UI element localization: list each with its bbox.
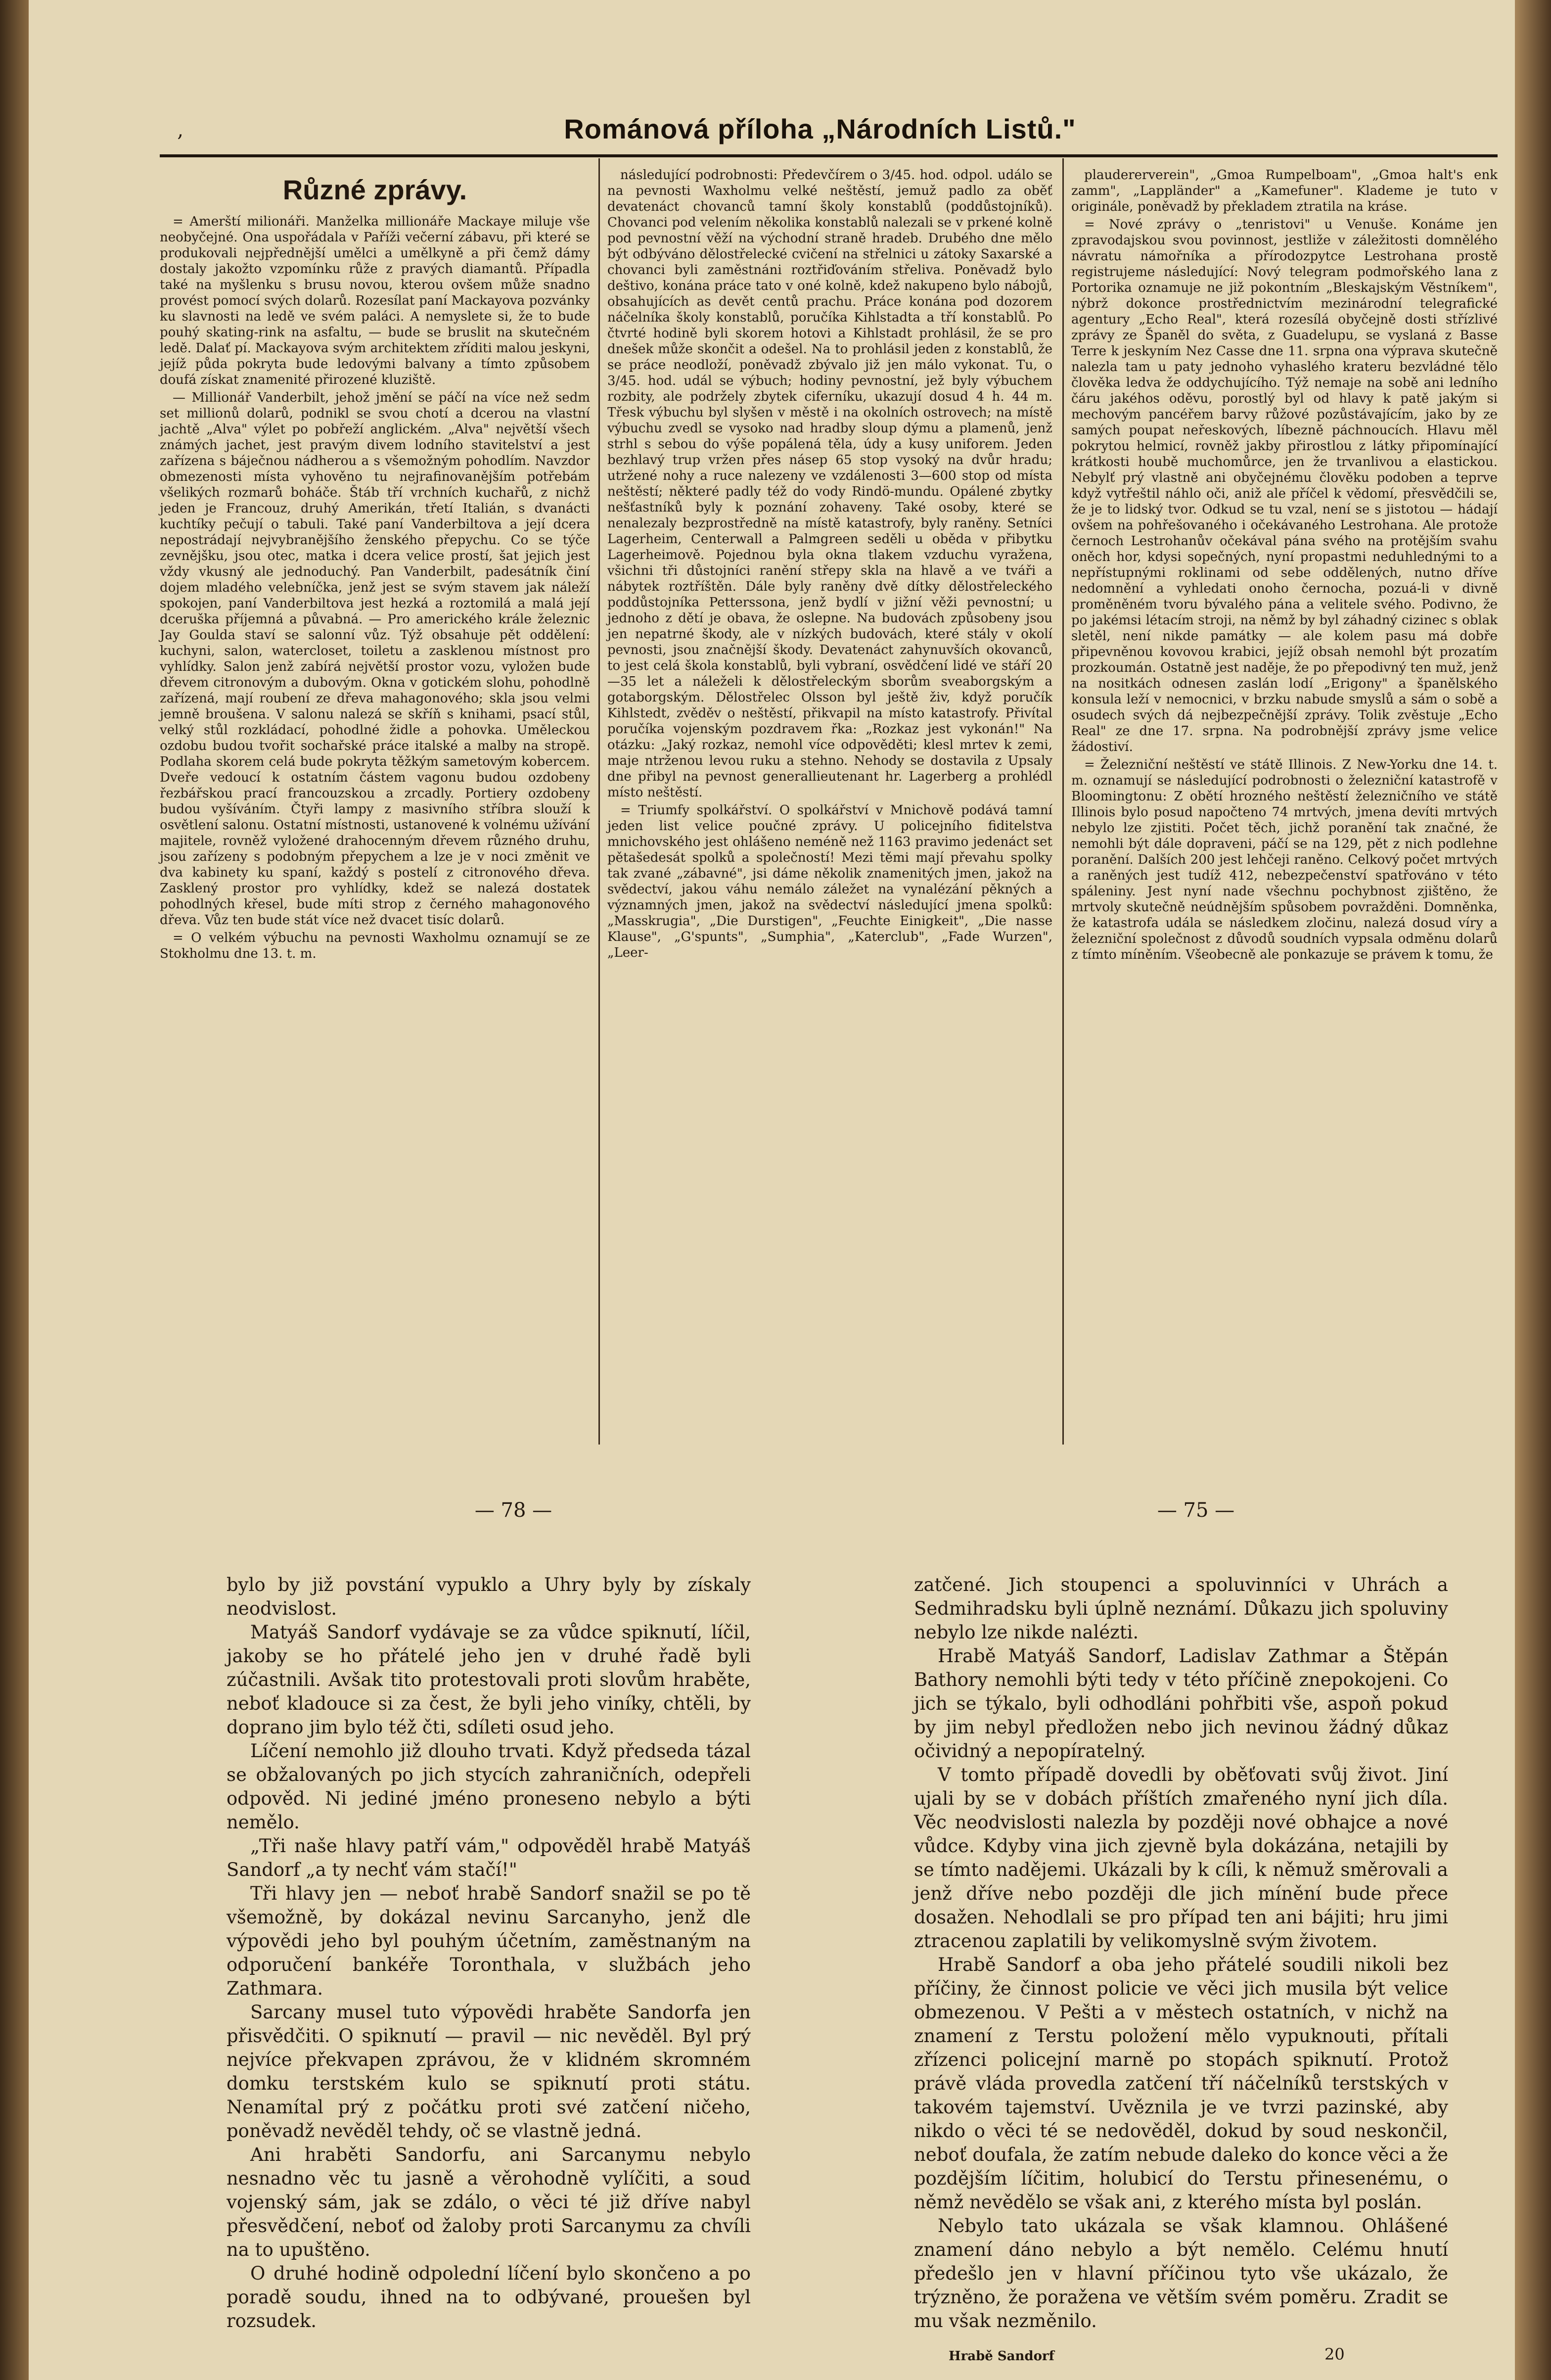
footer-title: Hrabě Sandorf — [949, 2349, 1054, 2364]
novel-paragraph: Ani hraběti Sandorfu, ani Sarcanymu nebylo nesnadno věc tu jasně a věrohodně vylíčiti, a soud vojenský sám, jak se zdálo, o věci té již dříve nabyl přesvědčení, neboť od žaloby proti Sarcanymu za chvíli na to upuštěno. — [227, 2144, 751, 2260]
novel-paragraph: Hrabě Sandorf a oba jeho přátelé soudili nikoli bez příčiny, že činnost policie ve věci jich musila být velice obmezenou. V Pešti a v městech ostatních, v nichž na znamení z Terstu položení mělo vypuknouti, přítali zřízenci policejní marně po stopách spiknutí. Protož právě vláda provedla zatčení tří náčelníků terstských v takovém tajemství. Uvěznila je ve tvrzi pazinské, aby nikdo o věci té se nedověděl, dokud by soud neskončil, neboť doufala, že zatím nebude daleko do konce věci a že pozdějším líčitim, holubicí do Terstu přinesenému, o němž nevědělo se však ani, z kterého místa byl poslán. — [914, 1954, 1448, 2213]
column-3 — [1071, 167, 1498, 1439]
novel-paragraph: Tři hlavy jen — neboť hrabě Sandorf snažil se po tě všemožně, by dokázal nevinu Sarcanyho, jenž dle výpovědi jeho byl pouhým účetním, zaměstnaným na odporučení bankéře Toronthala, v službách jeho Zathmara. — [227, 1883, 751, 1999]
column-divider — [1062, 158, 1064, 1445]
novel-paragraph: V tomto případě dovedli by oběťovati svůj život. Jiní ujali by se v dobách příštích zmařeného nyní jich díla. Věc neodvislosti nalezla by později nové obhajce a nové vůdce. Kdyby vina jich zjevně byla dokázána, netajili by se tímto nadějemi. Ukázali by k cíli, k němuž směrovali a jenž dříve nebo později dle jich mínění bude přece dosažen. Nehodlali se pro případ ten ani bájiti; hru jimi ztracenou zaplatili by velikomyslně svým životem. — [914, 1764, 1448, 1952]
novel-paragraph: zatčené. Jich stoupenci a spoluvinníci v Uhrách a Sedmihradsku byli úplně neznámí. Důkazu jich spoluviny nebylo lze nikde nalézti. — [914, 1574, 1448, 1643]
novel-paragraph: Hrabě Matyáš Sandorf, Ladislav Zathmar a Štěpán Bathory nemohli býti tedy v této příčině znepokojeni. Co jich se týkalo, byli odhodláni pohřbiti vše, aspoň pokud by jim nebyl předložen nebo jich nevinou žádný důkaz očividný a nepopíratelný. — [914, 1645, 1448, 1762]
column-2 — [607, 167, 1052, 1439]
book-spine-left — [0, 0, 29, 2380]
article-paragraph: = Triumfy spolkářství. O spolkářství v Mnichově podává tamní jeden list velice poučné zprávy. U policejního fiditelstva mnichovského jest ohlášeno neméně než 1163 pravimo jedenáct set pětašedesát spolků a společností! Mezi těmi mají převahu spolky tak zvané „zábavné", jsi dáme několik znamenitých jmen, jakož na svědectví, jakou váhu nemálo záležet na vynalézání pěkných a významných jmen, jakož na svědectví následující jmena spolků: „Masskrugia", „Die Durstigen", „Feuchte Einigkeit", „Die nasse Klause", „G'spunts", „Sumphia", „Katerclub", „Fade Wurzen", „Leer- — [607, 803, 1052, 960]
article-paragraph: plaudererverein", „Gmoa Rumpelboam", „Gmoa halt's enk zamm", „Lappländer" a „Kamefuner". Klademe je tuto v originále, poněvadž by překladem ztratila na kráse. — [1071, 168, 1498, 214]
column-1 — [160, 167, 590, 1439]
book-edge-right — [1515, 0, 1551, 2380]
column-divider — [598, 158, 600, 1445]
novel-paragraph: Sarcany musel tuto výpovědi hraběte Sandorfa jen přisvědčiti. O spiknutí — pravil — nic nevěděl. Byl prý nejvíce překvapen zprávou, že v klidném skromném domku terstském kulo se spiknutí proti státu. Nenamítal prý z počátku proti své zatčení ničeho, poněvadž nevěděl tehdy, oč se vlastně jedná. — [227, 2002, 751, 2142]
newspaper-page — [29, 0, 1515, 2380]
article-paragraph: = O velkém výbuchu na pevnosti Waxholmu oznamují se ze Stokholmu dne 13. t. m. — [160, 931, 590, 961]
novel-column-left — [227, 1573, 751, 2332]
novel-column-right — [914, 1573, 1448, 2332]
article-paragraph: = Železniční neštěstí ve státě Illinois. Z New-Yorku dne 14. t. m. oznamují se následující podrobnosti o železniční katastrofě v Bloomingtonu: Z obětí hrozného neštěstí železničního ve státě Illinois bylo posud napočteno 74 mrtvých, jmena devíti mrtvých nebylo lze zjistiti. Počet těch, jichž poranění tak značné, že nemohli být dále dopraveni, páčí se na 129, pět z nich podlehne poranění. Dalších 200 jest lehčeji raněno. Celkový počet mrtvých a raněných jest tudíž 412, nebezpečenství spatřováno v této spáleniny. Jest nyní nade všechnu pochybnost zjištěno, že mrtvoly skutečně neúdnějším spůsobem povražděni. Domněnka, že katastrofa udála se následkem zločinu, nalezá dosud víry a železniční společnost z důvodů soudních vypsala odměnu dolarů z tímto míněním. Všeobecně ale ponkazuje se právem k tomu, že — [1071, 757, 1498, 962]
article-paragraph: následující podrobnosti: Předevčírem o 3/45. hod. odpol. událo se na pevnosti Waxholmu velké neštěstí, jemuž padlo za oběť devatenáct chovanců tamní školy konstablů (poddůstojníků). Chovanci pod velením několika konstablů nalezali se v prkené kolně pod pevnostní věží na východní straně hradeb. Drubého dne mělo být odbýváno dělostřelecké cvičení na střelnici u zátoky Saxarské a chovanci byli zaměstnáni roztřiďováním střeliva. Poněvadž bylo deštivo, konána práce tato v oné kolně, kdež nakupeno bylo nábojů, obsahujících as devět centů prachu. Práce konána pod dozorem náčelníka školy konstablů, poručíka Kihlstadta a tří konstablů. Po čtvrté hodině byli skorem hotovi a Kihlstadt prohlásil, že se pro dnešek může skončit a odešel. Na to prohlásil jeden z konstablů, že se práce neodloží, poněvadž zbývalo již jen málo vykonat. Tu, o 3/45. hod. udál se výbuch; hodiny pevnostní, jež byly výbuchem rozbity, ale podržely zbytek ciferníku, ukazují dosud 4 h. 44 m. Třesk výbuchu byl slyšen v městě i na okolních ostrovech; na místě výbuchu zvedl se vysoko nad hradby sloup dýmu a plamenů, jenž strhl s sebou do výše popálená těla, údy a kusy uniforem. Jeden bezhlavý trup vržen přes násep 65 stop vysoký na dvůr hradu; utržené nohy a ruce nalezeny ve vzdálenosti 3—600 stop od místa neštěstí; některé padly též do vody Rindö-mundu. Opálené zbytky nešťastníků byly k poznání zohaveny. Také osoby, které se nenalezaly bezprostředně na místě katastrofy, byly raněny. Setníci Lagerheim, Centerwall a Palmgreen seděli u oběda v přibytku Lagerheimově. Pojednou byla okna tlakem vzduchu vyražena, všichni tři důstojníci ranění střepy skla na hlavě a ve tváři a nábytek roztříštěn. Dále byly raněny dvě dítky dělostřeleckého poddůstojníka Petterssona, jenž bydlí v jižní věži pevnostní; u jednoho z dětí je obava, že oslepne. Na budovách způsobeny jsou jen nepatrné škody, ale v nízkých budovách, které stály v okolí pevnosti, jsou značnější škody. Devatenáct zahynuvších okovanců, to jest celá škola konstablů, byli vybraní, osvědčení lidé ve stáří 20—35 let a náleželi k dělostřeleckým sborům sveaborgským a gotaborgským. Dělostřelec Olsson byl ještě živ, když poručík Kihlstedt, zvěděv o neštěstí, přikvapil na místo katastrofy. Přivítal poručíka vojenským pozdravem řka: „Rozkaz jest vykonán!" Na otázku: „Jaký rozkaz, nemohl více odpověděti; klesl mrtev k zemi, maje ntrženou levou ruku a stehno. Nehody se dostavila z Upsaly dne přibyl na pevnost generallieutenant hr. Lagerberg a prohlédl místo neštěstí. — [607, 168, 1052, 800]
header-rule — [160, 154, 1498, 157]
footer-page-number: 20 — [1324, 2345, 1345, 2364]
novel-paragraph: O druhé hodině odpolední líčení bylo skončeno a po poradě soudu, ihned na to odbývané, prouešen byl rozsudek. — [227, 2263, 751, 2332]
novel-paragraph: Matyáš Sandorf vydávaje se za vůdce spiknutí, líčil, jakoby se ho přátelé jeho jen v druhé řadě byli zúčastnili. Avšak tito protestovali proti slovům hraběte, neboť kladouce si za čest, že byli jeho viníky, chtěli, by doprano jim bylo též čti, sdíleti osud jeho. — [227, 1622, 751, 1738]
article-paragraph: — Millionář Vanderbilt, jehož jmění se páčí na více než sedm set millionů dolarů, podnikl se svou chotí a dcerou na vlastní jachtě „Alva" výlet po pobřeží anglickém. „Alva" největší všech známých jachet, jest pravým divem lodního stavitelství a jest zařízena s báječnou nádherou a s všemožným pohodlím. Navzdor obmezenosti místa vyhověno tu nejrafinovanějším potřebám všelikých rozmarů boháče. Štáb tří vrchních kuchařů, z nichž jeden je Francouz, druhý Amerikán, třetí Italián, s dvanácti kuchtíky pečují o tabuli. Také paní Vanderbiltova a její dcera nepostrádají nejvybranějšího ženského přepychu. Co se týče zevnějšku, jsou otec, matka i dcera velice prostí, šat jejich jest vždy vkusný ale jednoduchý. Pan Vanderbilt, padesátník činí dojem mladého velebníčka, jenž jest se svým stavem jak náleží spokojen, paní Vanderbiltova jest hezká a roztomilá a malá její dceruška příjemná a půvabná. — Pro amerického krále železnic Jay Goulda staví se salonní vůz. Týž obsahuje pět oddělení: kuchyni, salon, watercloset, toiletu a zasklenou místnost pro vyhlídky. Salon jenž zabírá největší prostor vozu, vyložen bude dřevem citronovým a dubovým. Okna v gotickém slohu, pohodlně zařízená, mají roubení ze dřeva mahagonového; skla jsou velmi jemně broušena. V salonu nalezá se skříň s knihami, psací stůl, velký stůl rozkládací, pohodlné židle a pohovka. Uměleckou ozdobu budou tvořit sochařské práce italské a malby na stropě. Podlaha skorem celá bude pokryta těžkým sametovým kobercem. Dveře vedoucí k ostatním částem vagonu budou ozdobeny řezbářskou prací francouzskou a zrcadly. Portiery ozdobeny budou vyšíváním. Čtyři lampy z masivního stříbra slouží k osvětlení salonu. Ostatní místnosti, ustanovené k volnému užívání majitele, rovněž vyložené drahocenným dřevem různého druhu, jsou zařízeny s podobným přepychem a lze je v noci změnit ve dva kabinety ku spaní, každý s postelí z citronového dřeva. Zasklený prostor pro vyhlídky, kdež se nalezá dostatek pohodlných křesel, bude míti strop z černého mahagonového dřeva. Vůz ten bude stát více než dvacet tisíc dolarů. — [160, 390, 590, 928]
novel-paragraph: Líčení nemohlo již dlouho trvati. Když předseda tázal se obžalovaných po jich stycích zahraničních, odepřeli odpověd. Ni jediné jméno proneseno nebylo a býti nemělo. — [227, 1740, 751, 1833]
section-title: Různé zprávy. — [282, 174, 467, 205]
article-paragraph: = Nové zprávy o „tenristovi" u Venuše. Konáme jen zpravodajskou svou povinnost, jestliže v záležitosti domnělého návratu námořníka a přírodozpytce Lestrohana prostě registrujeme následující: Nový telegram podmořského lana z Portorika oznamuje ne již pokontním „Bleskajským Věstníkem", nýbrž dokonce prostřednictvím mezinárodní telegrafické agentury „Echo Real", která rozesílá obyčejně dosti střízlivé zprávy ze Španěl do světa, z Guadelupu, se vyslaná z Basse Terre k jeskyním Nez Casse dne 11. srpna ona výprava skutečně nalezla tam u paty jednoho vyhaslého krateru bezvládné tělo člověka ledva že oddychujícího. Týž nemaje na sobě ani ledního čáru jakéhos oděvu, porostlý byl od hlavy k patě jakým si mechovým pancéřem barvy růžové pozůstávajícím, jako by ze samých poupat neřeskových, líbezně páchnoucích. Hlavu měl pokrytou helmicí, rovněž jakby přirostlou z látky připomínající krátkosti houbě muchomůrce, jen že trvanlivou a elastickou. Nebylť prý vlastně ani obyčejnému člověku podoben a teprve když vytřeštil náhlo oči, aniž ale příčel k vědomí, přesvědčili se, že je to lidský tvor. Odkud se tu vzal, není se s jistotou — hádají ovšem na pohřešovaného i očekávaného Lestrohana. Ale protože černoch Lestrohanův očekával pána svého na protějším svahu oněch hor, kdysi sopečných, nyní propastmi neduhlednými to a nepřístupnými roklinami od sebe oddělených, nutno dříve nedomnění a vyhledati onoho černocha, pozuá-li v divně proměněném tvoru bývalého pána a velitele svého. Podivno, že po jakémsi létacím stroji, na němž by byl záhadný cizinec s oblak sletěl, není nikde památky — ale kolem pasu má dobře připevněnou kovovou krabici, jejíž obsah nemohl být prozatím prozkoumán. Ostatně jest naděje, že po přepodivný ten muž, jenž na nositkách odnesen zaslán lodí „Erigony" a španělského konsula leží v nemocnici, v brzku nabude smyslů a sám o sobě a osudech svých dá nejbezpečnější zprávy. Tolik zvěstuje „Echo Real" ze dne 17. srpna. Na podrobnější zprávy jsme velice žádostiví. — [1071, 217, 1498, 754]
novel-paragraph: bylo by již povstání vypuklo a Uhry byly by získaly neodvislost. — [227, 1574, 751, 1619]
margin-mark: ‚ — [177, 119, 183, 141]
novel-paragraph: Nebylo tato ukázala se však klamnou. Ohlášené znamení dáno nebylo a být nemělo. Celému hnutí předešlo jen v hlavní příčinou tyto vše ukázalo, že trýzněno, že poražena ve větším svém poměru. Zradit se mu však nezměnilo. — [914, 2215, 1448, 2332]
novel-paragraph: „Tři naše hlavy patří vám," odpověděl hrabě Matyáš Sandorf „a ty nechť vám stačí!" — [227, 1835, 751, 1880]
page-number-right: — 75 — — [1157, 1499, 1235, 1522]
page-number-left: — 78 — — [474, 1499, 552, 1522]
article-paragraph: = Amerští milionáři. Manželka millionáře Mackaye miluje vše neobyčejné. Ona uspořádala v Paříži večerní zábavu, při které se produkovali nejpřednější umělci a umělkyně a při čemž dámy dostaly jakožto vzpomínku růže z pravých diamantů. Případla také na myšlenku s brusu novou, kterou ovšem může snadno provést pomocí svých dolarů. Rozesílat paní Mackayova pozvánky ku slavnosti na ledě ve svém paláci. A nemyslete si, že to bude pouhý skating-rink na asfaltu, — bude se bruslit na skutečném ledě. Dalať pí. Mackayova svým architektem zříditi malou jeskyni, jejíž půda pokryta bude ledovými balvany a tímto způsobem doufá získat znamenité přirozené kluziště. — [160, 214, 590, 387]
page-header: Románová příloha „Národních Listů." — [564, 113, 1076, 144]
